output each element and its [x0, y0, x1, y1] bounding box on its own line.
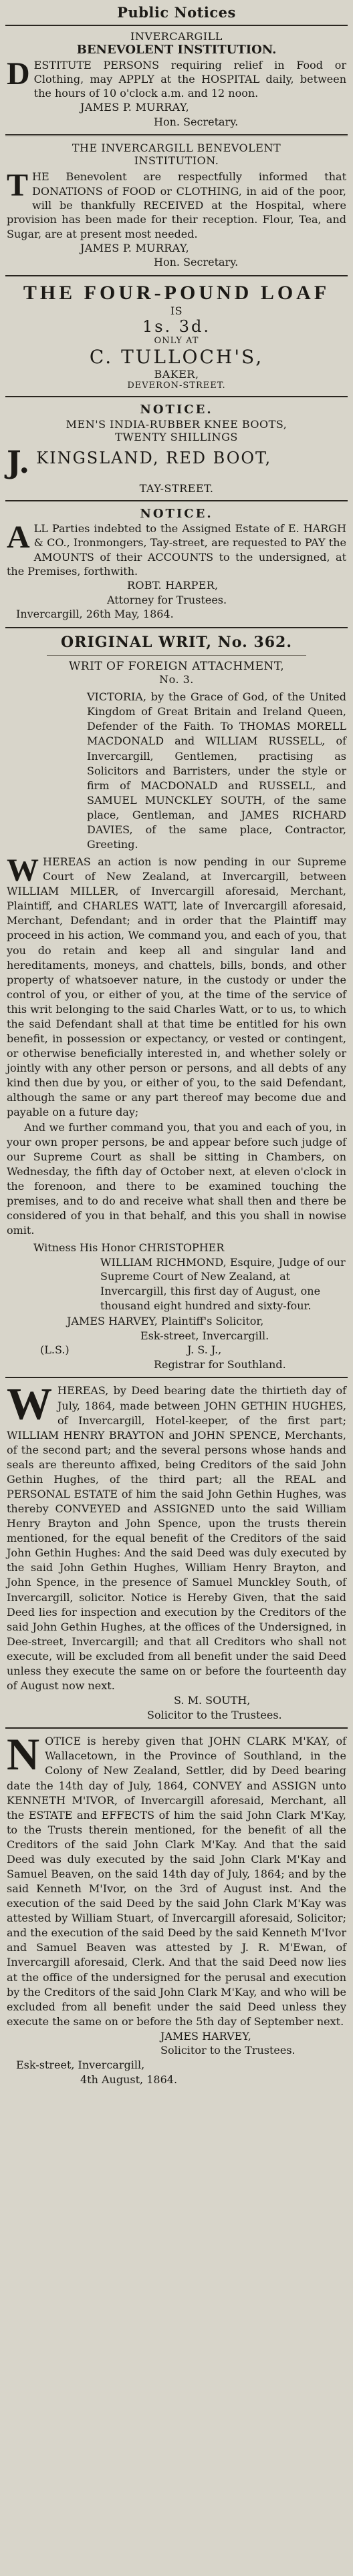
bakery-advertisement — [5, 282, 348, 391]
divider — [5, 275, 348, 276]
seal-mark: (L.S.) — [40, 1343, 70, 1357]
notice-body: HEREAS, by Deed bearing date the thirtieth day of July, 1864, made between JOHN GETHIN HUGHES, of Invercargill, Hotel-keeper, of the first part; WILLIAM HENRY BRAYTON and JOHN SPENCE, Merchants, of the second part; and the several persons whose hands and seals are thereunto affixed, being Creditors of the said John Gethin Hughes, of the third part; all the REAL and PERSONAL ESTATE of him the said John Gethin Hughes, was thereby CONVEYED and ASSIGNED unto the said William Henry Brayton and John Spence, upon the trusts therein mentioned, for the equal benefit of the Creditors of the said John Gethin Hughes: And the said Deed was duly executed by the said John Gethin Hughes, William Henry Brayton, and John Spence, in the presence of Samuel Munckley South, of Invercargill, solicitor. Notice is Hereby Given, that the said Deed lies for inspection and execution by the Creditors of the said John Gethin Hughes, at the offices of the Undersigned, in Dee-street, Invercargill; and that all Creditors who shall not execute, will be excluded from all benefit under the said Deed unless they execute the same on or before the fourteenth day of August now next. — [7, 1384, 346, 1693]
merchant-street: TAY-STREET. — [139, 481, 214, 495]
signature-role: Solicitor to the Trustees. — [160, 2044, 296, 2057]
mkay-deed-notice — [5, 1729, 348, 2087]
writ-of-attachment — [5, 634, 348, 1372]
writ-title: ORIGINAL WRIT, No. 362. — [61, 633, 292, 651]
shop-name: C. TULLOCH'S, — [89, 346, 264, 368]
registrar-title: Registrar for Southland. — [154, 1357, 286, 1371]
benevolent-donations-notice — [5, 142, 348, 270]
divider — [5, 1727, 348, 1729]
dropcap-letter: W — [7, 853, 39, 889]
only-at-label: ONLY AT — [154, 336, 199, 346]
signature-name: JAMES P. MURRAY, — [80, 241, 190, 254]
divider — [5, 1377, 348, 1378]
solicitor-address: Esk-street, Invercargill. — [140, 1329, 269, 1342]
dropcap-letter: D — [7, 55, 30, 91]
registrar-initials: J. S. J., — [187, 1343, 222, 1357]
plaintiff-solicitor: JAMES HARVEY, Plaintiff's Solicitor, — [67, 1315, 264, 1328]
divider — [5, 627, 348, 628]
notice-body: HE Benevolent are respectfully informed that DONATIONS of FOOD or CLOTHING, in aid of the poor, will be thankfully RECEIVED at the Hospital, where provision has been made for their reception. Flour, Tea, and Sugar, are at present most needed. — [7, 170, 346, 240]
dropcap-letter: N — [7, 1729, 40, 1780]
benevolent-relief-notice — [5, 30, 348, 129]
signature-role: Attorney for Trustees. — [107, 593, 227, 606]
signature-name: JAMES P. MURRAY, — [80, 101, 190, 114]
dropcap-letter: A — [7, 519, 30, 555]
shop-trade: BAKER, — [154, 368, 199, 381]
notice-body: ESTITUTE PERSONS requiring relief in Food or Clothing, may APPLY at the HOSPITAL daily, between the hours of 10 o'clock a.m. and 12 noon. — [33, 58, 346, 100]
loaf-headline: THE FOUR-POUND LOAF — [23, 282, 330, 304]
notice-title-line1: INVERCARGILL — [130, 30, 223, 43]
signature-name: S. M. SOUTH, — [174, 1694, 251, 1707]
notice-title: NOTICE. — [140, 403, 213, 417]
notice-date: 4th August, 1864. — [80, 2073, 178, 2086]
boots-line: MEN'S INDIA-RUBBER KNEE BOOTS, — [66, 417, 287, 431]
price-line: TWENTY SHILLINGS — [115, 430, 238, 443]
newspaper-column — [5, 0, 348, 2087]
writ-preamble: VICTORIA, by the Grace of God, of the United Kingdom of Great Britain and Ireland Queen, Defender of the Faith. To THOMAS MORELL MACDONALD and WILLIAM RUSSELL, of Invercargill, Gentlemen, practising as Solicitors and Barristers, under the style or firm of MACDONALD and RUSSELL, and SAMUEL MUNCKLEY SOUTH, of the same place, Gentleman, and JAMES RICHARD DAVIES, of the same place, Contractor, Greeting. — [87, 690, 346, 851]
writ-number: No. 3. — [159, 673, 194, 686]
notice-title: NOTICE. — [140, 506, 213, 521]
shop-street: DEVERON-STREET. — [127, 381, 226, 391]
divider — [47, 655, 306, 656]
notice-place: Esk-street, Invercargill, — [16, 2059, 145, 2072]
notice-body: OTICE is hereby given that JOHN CLARK M'KAY, of Wallacetown, in the Province of Southland, in the Colony of New Zealand, Settler, did by Deed bearing date the 14th day of July, 1864, CONVEY and ASSIGN unto KENNETH M'IVOR, of Invercargill aforesaid, Merchant, all the ESTATE and EFFECTS of him the said John Clark M'Kay, to the Trusts therein mentioned, for the benefit of all the Creditors of the said John Clark M'Kay. And that the said Deed was duly executed by the said John Clark M'Kay and Samuel Beaven, on the said 14th day of July, 1864; and by the said Kenneth M'Ivor, on the 3rd of August inst. And the execution of the said Deed by the said John Clark M'Kay was attested by William Stuart, of Invercargill aforesaid, Solicitor; and the execution of the said Deed by the said Kenneth M'Ivor and Samuel Beaven was attested by J. R. M'Ewan, of Invercargill aforesaid, Clerk. And that the said Deed now lies at the office of the undersigned for the perusal and execution by the Creditors of the said John Clark M'Kay, and who will be excluded from all benefit under the said Deed unless they execute the same on or before the 5th day of September next. — [7, 1735, 346, 2028]
notice-title-line2: INSTITUTION. — [134, 154, 219, 168]
dropcap-letter: T — [7, 168, 29, 204]
divider — [5, 134, 348, 136]
divider — [5, 396, 348, 397]
signature-name: JAMES HARVEY, — [160, 2029, 251, 2043]
merchant-name: KINGSLAND, RED BOOT, — [36, 448, 272, 467]
section-masthead: Public Notices — [5, 3, 348, 26]
signature-role: Solicitor to the Trustees. — [147, 1708, 282, 1721]
signature-name: ROBT. HARPER, — [127, 579, 219, 592]
notice-body: LL Parties indebted to the Assigned Estate of E. HARGH & CO., Ironmongers, Tay-street, are requested to PAY the AMOUNTS of their ACCOUNTS to the undersigned, at the Premises, forthwith. — [7, 522, 346, 578]
divider — [5, 500, 348, 501]
notice-title-line1: THE INVERCARGILL BENEVOLENT — [72, 142, 281, 155]
witness-block: WILLIAM RICHMOND, Esquire, Judge of our Supreme Court of New Zealand, at Invercargill, this first day of August, one thousand eight hundred and sixty-four. — [100, 1255, 346, 1312]
witness-line: Witness His Honor CHRISTOPHER — [33, 1241, 225, 1255]
boots-notice — [5, 403, 348, 495]
loaf-price: 1s. 3d. — [142, 317, 211, 336]
is-label: IS — [170, 304, 183, 317]
writ-subtitle: WRIT OF FOREIGN ATTACHMENT, — [68, 660, 285, 674]
notice-date: Invercargill, 26th May, 1864. — [16, 608, 174, 621]
signature-role: Hon. Secretary. — [154, 115, 239, 128]
notice-title-line2: BENEVOLENT INSTITUTION. — [76, 43, 277, 57]
signature-role: Hon. Secretary. — [154, 256, 239, 269]
writ-paragraph-2: And we further command you, that you and each of you, in your own proper persons, be and appear before such judge of our Supreme Court as shall be sitting in Chambers, on Wednesday, the fifth day of October next, at eleven o'clock in the forenoon, and there to be examined touching the premises, and to do and receive what shall then and there be considered of you in that behalf, and this you shall in nowise omit. — [7, 1120, 346, 1237]
hughes-deed-notice — [5, 1378, 348, 1722]
initial-letter: J. — [7, 443, 30, 480]
hargh-estate-notice — [5, 507, 348, 622]
dropcap-letter: W — [7, 1378, 52, 1430]
writ-paragraph-1: HEREAS an action is now pending in our Supreme Court of New Zealand, at Invercargill, between WILLIAM MILLER, of Invercargill aforesaid, Merchant, Plaintiff, and CHARLES WATT, late of Invercargill aforesaid, Merchant, Defendant; and in order that the Plaintiff may proceed in his action, We command you, and each of you, that you do retain and keep all and singular land and hereditaments, moneys, and chattels, bills, bonds, and other property of whatsoever nature, in the custody or under the control of you, or either of you, at the time of the service of this writ belonging to the said Charles Watt, or to us, to which the said Defendant shall at that time be entitled for his own benefit, in possession or expectancy, or vested or contingent, or otherwise beneficially interested in, and whether solely or jointly with any other person or persons, and all debts of any kind then due by you, or either of you, to the said Defendant, although the same or any part thereof may become due and payable on a future day; — [7, 855, 346, 1119]
